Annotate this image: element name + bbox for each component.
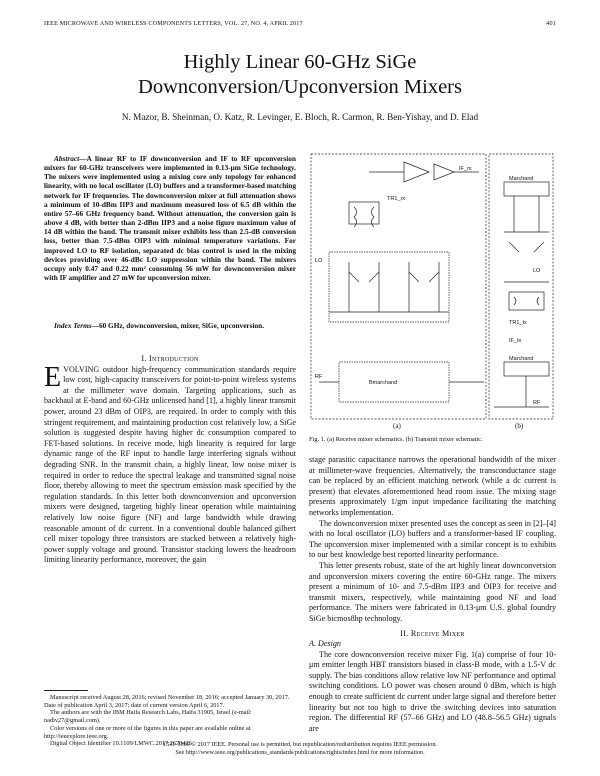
index-terms [44, 321, 296, 330]
footnote-rule [44, 690, 88, 691]
journal-header: IEEE MICROWAVE AND WIRELESS COMPONENTS LETTERS, VOL. 27, NO. 4, APRIL 2017 [44, 20, 303, 27]
paper-title [0, 50, 600, 100]
figure-1-schematic [309, 152, 556, 430]
label-marchand-top: Marchand [509, 176, 534, 182]
label-lo-tx: LO [533, 268, 541, 274]
author-list: N. Mazor, B. Sheinman, O. Katz, R. Levinger, E. Bloch, R. Carmon, R. Ben-Yishay, and D. Elad [121, 112, 479, 122]
subsection-heading-design: A. Design [309, 639, 341, 649]
if-amp-symbol [404, 162, 429, 182]
right-paragraph-3: This letter presents robust, state of the art highly linear downconversion and upconversion mixers covering the entire 60-GHz range. The mixers present a minimum of 10- and 7.5-dBm IIP3 and OIP3 for receive and transmit mixers, respectively, while maintaining good NF and load performance. The mixers were fabricated in 0.13-μm U.S. global foundry SiGe bicmos8hp technology. [309, 560, 556, 623]
title-line-1: Highly Linear 60-GHz SiGe [183, 51, 417, 73]
label-if-tx: IF_tx [509, 338, 522, 344]
copyright-line-2: See http://www.ieee.org/publications_standards/publications/rights/index.html for more information. [175, 749, 425, 756]
schematic-drawing [309, 152, 556, 430]
index-terms-label: Index Terms [54, 321, 92, 330]
page-number: 401 [546, 20, 556, 27]
label-tr1-tx: TR1_tx [509, 320, 527, 326]
intro-text: VOLVING outdoor high-frequency communication standards require low cost, high-capacity transceivers for point-to-point wireless systems at the millimeter wave domain. Targeting applications, such as backhaul at E-band and 60-GHz unlicensed band [1], a highly linear transmit power, around 23 dBm of OIP3, are required. In order to comply with this stringent requirement, and maintaining production cost relatively low, a SiGe solution is suggested despite having higher dc consumption compared to FET-based solutions. In receive mode, high linearity is required for large dynamic range of the RF input to handle large interfering signals without degrading SNR. In the transmit chain, a highly linear, low noise mixer is required in order to reduce the spectral leakage and transmitted signal noise floor, thereby allowing to meet the spectrum emission mask specified by the regulation standards. In this letter both downconversion and upconversion mixers were designed, targeting highly linear operation while maintaining relatively low noise figure (NF) and large bandwidth while drawing reasonable amount of dc current. In a conventional double balanced gilbert cell mixer topology three transistors are stacked between a relatively high-power supply voltage and ground. Transistor stacking lowers the headroom limiting linearity performance, moreover, the gain [44, 364, 296, 565]
copyright-line-1: 1531-1309 © 2017 IEEE. Personal use is permitted, but republication/redistribution requires IEEE permission. [163, 741, 437, 748]
subfigure-label-b: (b) [515, 422, 524, 430]
label-rf-rx: RF [315, 374, 323, 380]
footnote-manuscript: Manuscript received August 28, 2016; revised November 18, 2016; accepted January 30, 2017. Date of publication April 3, 2017; date of current version April 6, 2017. [44, 694, 290, 709]
right-paragraph-4: The core downconversion receive mixer Fig. 1(a) comprise of four 10-μm emitter length HBT transistors biased in class-B mode, with a 1.5-V dc supply. The bias conditions allow relative low NF performance and optimal switching conditions. LO power was chosen around 0 dBm, which is high enough to create sufficient dc current under large signal and therefore better linearity but not too high to drive the switching devices into saturation region. The differential RF (57–66 GHz) and LO (48.8–56.5 GHz) signals are [309, 649, 556, 733]
section-heading-introduction: I. Introduction [141, 354, 199, 363]
drop-cap: E [44, 361, 62, 393]
label-bmarchand: Bmarchand [369, 380, 398, 386]
tx-marchand-bottom [504, 362, 549, 376]
index-terms-text: —60 GHz, downconversion, mixer, SiGe, upconversion. [91, 321, 265, 330]
label-if-rx: IF_rx [459, 166, 472, 172]
rx-transformer [349, 202, 379, 224]
label-rf-tx: RF [533, 400, 541, 406]
section-heading-receive-mixer: II. Receive Mixer [400, 628, 465, 638]
abstract-label: Abstract [54, 154, 80, 163]
footnote-doi: Digital Object Identifier 10.1109/LMWC.2017.2678426 [50, 740, 192, 748]
introduction [44, 354, 296, 566]
footnotes [44, 694, 296, 748]
running-header [44, 20, 556, 32]
right-column-text [309, 455, 556, 734]
subfigure-label-a: (a) [393, 422, 401, 430]
abstract-text: —A linear RF to IF downconversion and IF to RF upconversion mixers for 60-GHz transceivers were implemented in 0.13-μm SiGe technology. The mixers were implemented using a mixing core only topology for enhanced linearity, with no local oscillator (LO) buffers and a transformer-based matching network for IF frequencies. The downconversion mixer at full attenuation shows a minimum of 10-dBm IIP3 and maximum measured loss of 6.5 dB within the entire 57–66 GHz frequency band. Without attenuation, the conversion gain is above 4 dB, with better than 2-dBm IIP3 and a noise figure maximum value of 14 dB within the band. The transmit mixer exhibits less than 2.5-dB conversion loss, better than 7.5-dBm OIP3 with minimal temperature variations. For improved LO to RF isolation, separated dc bias control is used in the mixing devices providing over 46-dBc LO suppression within the band. The mixers occupy only 0.47 and 0.22 mm² consuming 56 mW for downconversion mixer with IF amplifier and 27 mW for upconversion mixer. [44, 154, 296, 283]
intro-paragraph [44, 361, 296, 566]
copyright-notice [0, 741, 600, 757]
abstract [44, 154, 296, 282]
tx-marchand-top [504, 182, 549, 196]
footnote-color: Color versions of one or more of the figures in this paper are available online at http://ieeexplore.ieee.org. [44, 724, 251, 740]
rx-mixer-frame [311, 154, 486, 419]
right-paragraph-1: stage parasitic capacitance narrows the operational bandwidth of the mixer at millimeter-wave frequencies. Alternatively, the transconductance stage can be replaced by an efficient matching network (while a dc current is present) that elevates aforementioned head room issue. The mixing stage presents approximately 1/gm input impedance facilitating the matching networks implementation. [309, 455, 556, 517]
label-marchand-bottom: Marchand [509, 356, 534, 362]
right-paragraph-2: The downconversion mixer presented uses the concept as seen in [2]–[4] with no local oscillator (LO) buffers and a transformer-based IF coupling. The upconversion mixer implemented with a similar concept is to exhibits to our best knowledge best reported linearity performance. [309, 518, 556, 560]
label-tr1-rx: TR1_rx [387, 196, 406, 202]
footnote-affiliation: The authors are with the IBM Haifa Research Labs, Haifa 31905, Israel (e-mail: nadiv27@gmail.com). [44, 709, 252, 725]
title-line-2: Downconversion/Upconversion Mixers [138, 76, 462, 98]
figure-caption: Fig. 1. (a) Receive mixer schematics. (b) Transmit mixer schematic. [309, 436, 483, 443]
tx-mixer-frame [489, 154, 553, 419]
label-lo-rx: LO [315, 258, 323, 264]
